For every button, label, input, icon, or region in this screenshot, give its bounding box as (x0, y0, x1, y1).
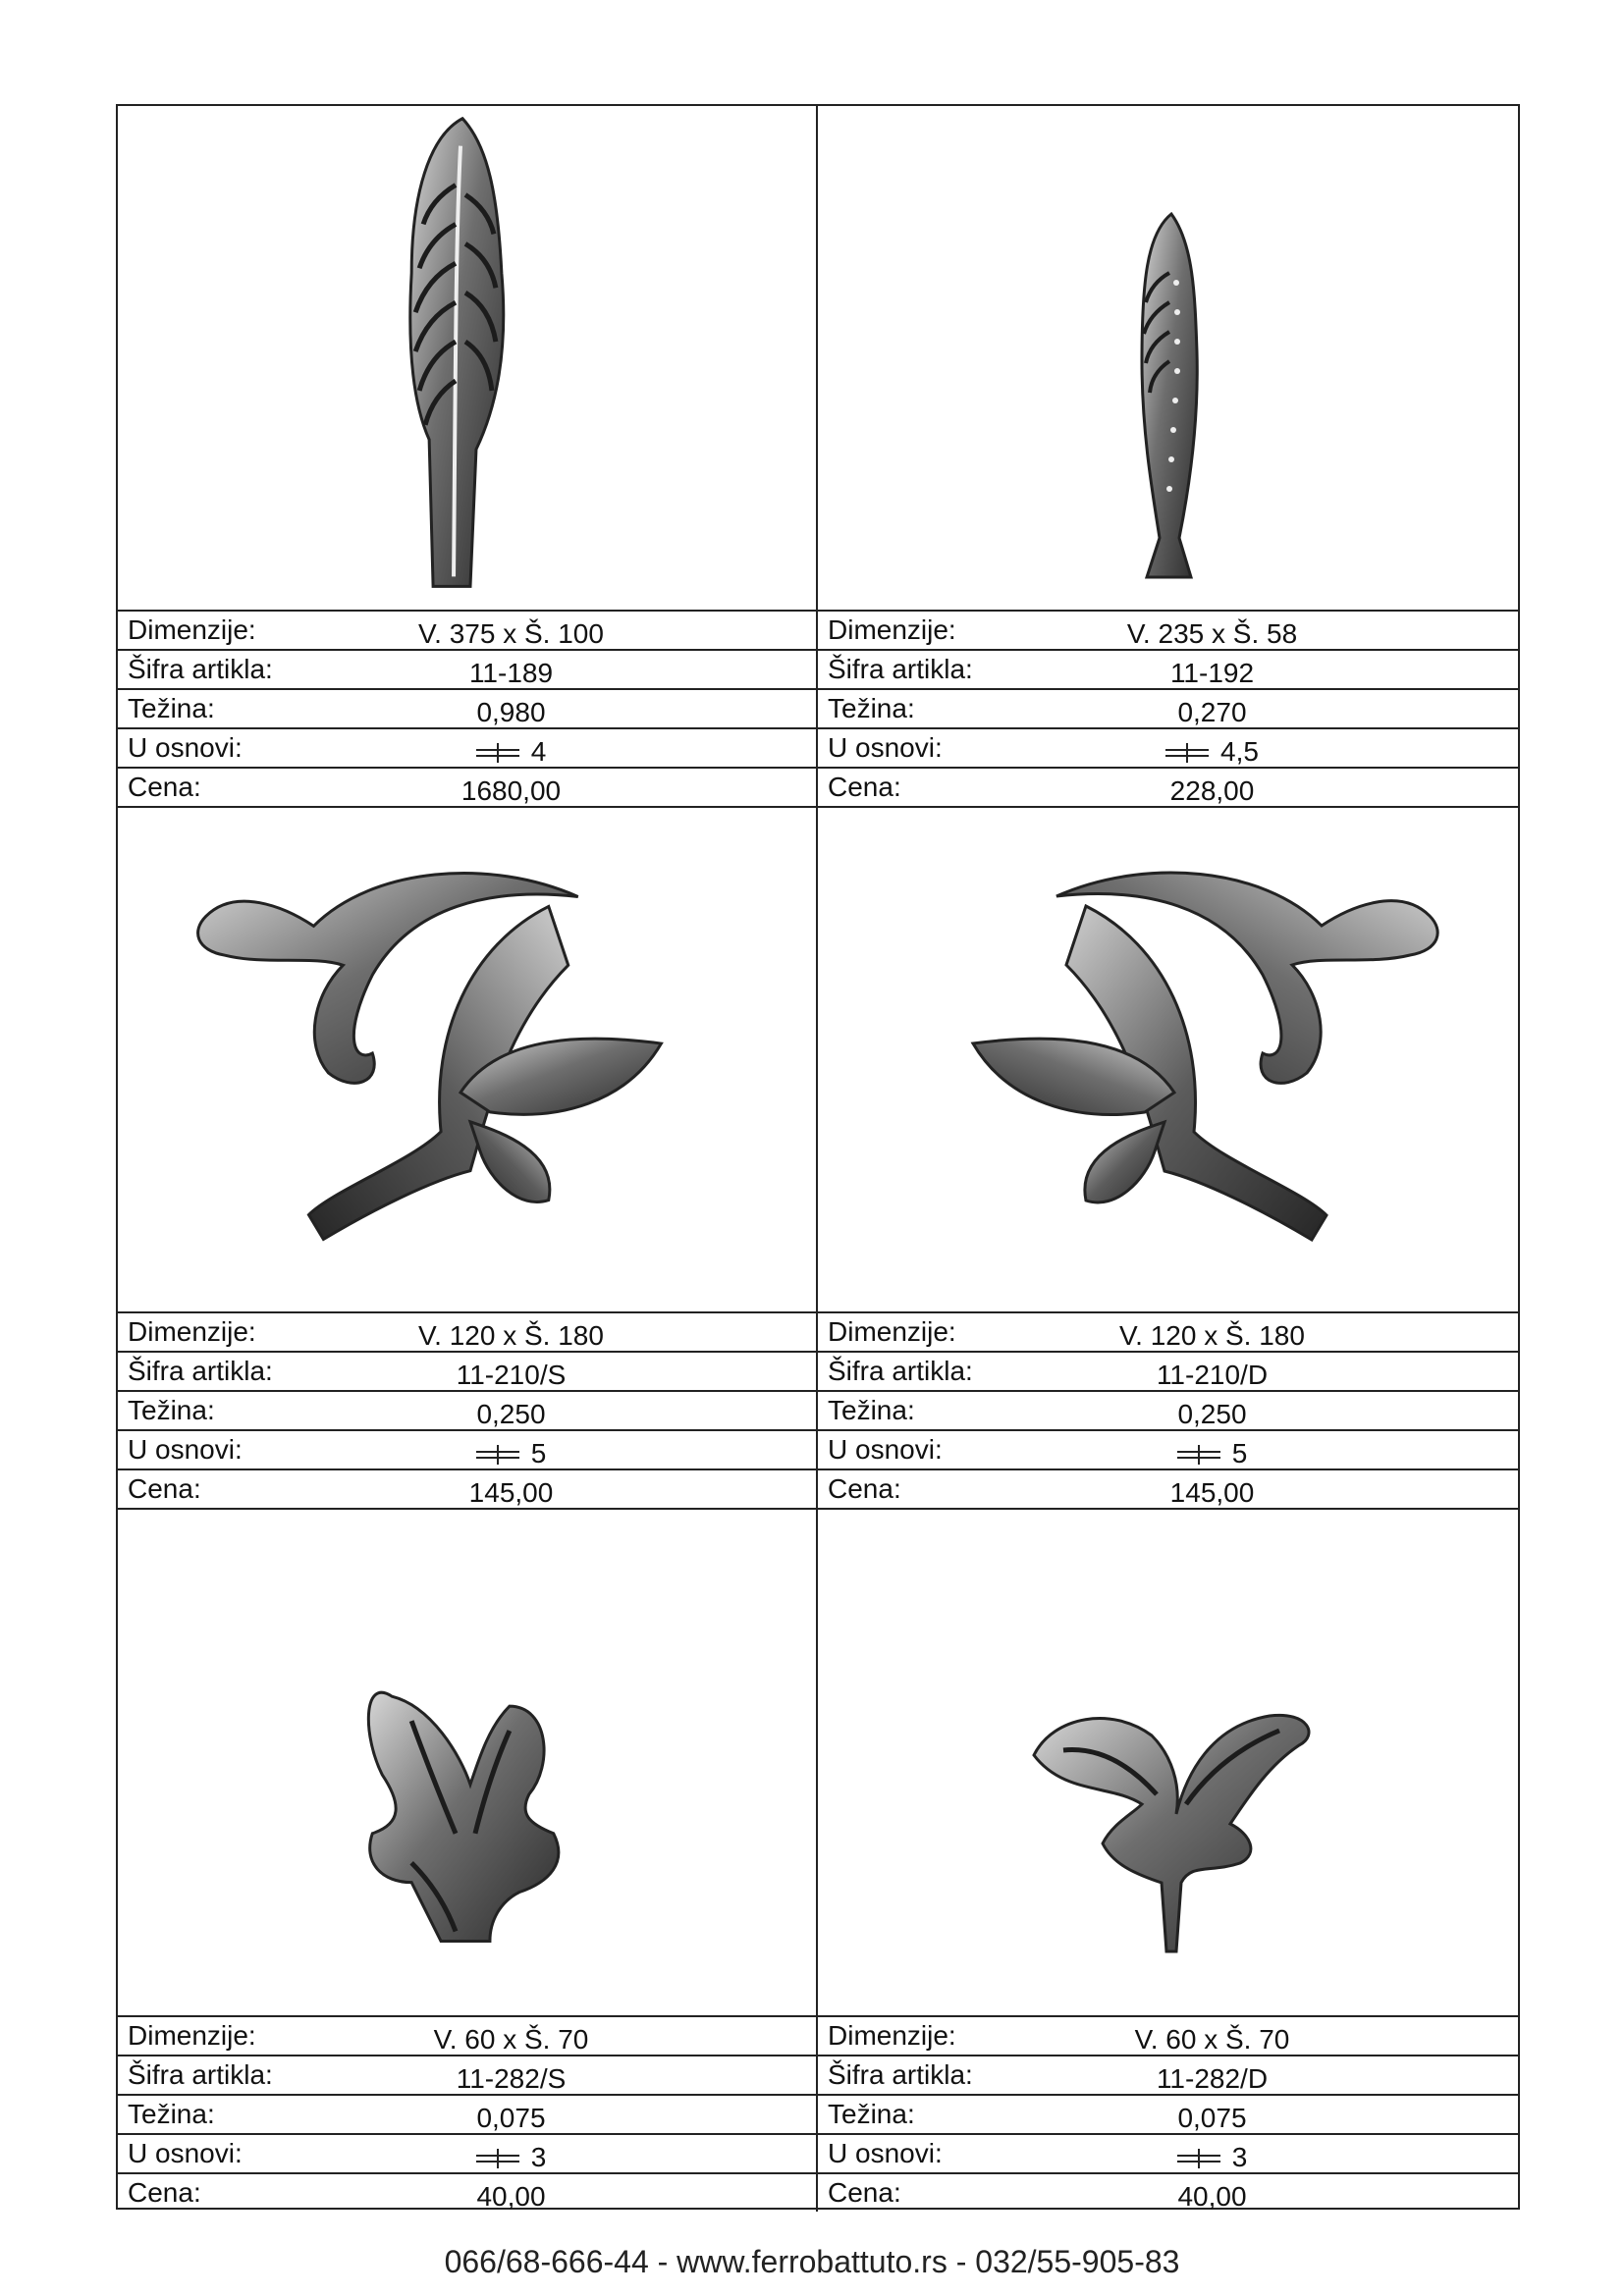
label-osnova: U osnovi: (128, 732, 243, 763)
value-osnova: 3 (1231, 2142, 1248, 2172)
label-cena: Cena: (128, 1473, 201, 1504)
value-cena: 40,00 (1177, 2181, 1247, 2212)
footer-contact: 066/68-666-44 - www.ferrobattuto.rs - 032/55-905-83 (444, 2244, 1180, 2279)
spec-table (818, 1311, 1518, 1508)
base-cross-icon (476, 2149, 519, 2168)
label-osnova: U osnovi: (828, 1434, 943, 1465)
small-leaf-left-icon (118, 1510, 816, 2015)
label-sifra: Šifra artikla: (128, 654, 273, 684)
label-dimenzije: Dimenzije: (828, 1316, 956, 1347)
value-dimenzije: V. 60 x Š. 70 (1134, 2024, 1290, 2055)
label-dimenzije: Dimenzije: (128, 2020, 256, 2051)
value-cena: 145,00 (468, 1477, 554, 1508)
value-osnova: 4 (530, 736, 547, 767)
label-tezina: Težina: (128, 693, 215, 723)
label-dimenzije: Dimenzije: (128, 1316, 256, 1347)
label-cena: Cena: (828, 2177, 901, 2208)
value-tezina: 0,075 (476, 2103, 546, 2133)
label-tezina: Težina: (828, 693, 915, 723)
value-dimenzije: V. 235 x Š. 58 (1126, 618, 1298, 649)
label-dimenzije: Dimenzije: (128, 614, 256, 645)
product-card (818, 808, 1518, 1510)
spec-table (818, 2015, 1518, 2212)
product-card (118, 808, 818, 1510)
label-osnova: U osnovi: (128, 2138, 243, 2168)
base-cross-icon (1165, 743, 1209, 763)
value-cena: 145,00 (1169, 1477, 1255, 1508)
value-osnova: 3 (530, 2142, 547, 2172)
label-cena: Cena: (128, 2177, 201, 2208)
base-cross-icon (476, 1445, 519, 1465)
value-tezina: 0,980 (476, 697, 546, 727)
label-tezina: Težina: (128, 1395, 215, 1425)
base-cross-icon (1177, 1445, 1220, 1465)
product-card (118, 1510, 818, 2212)
value-cena: 228,00 (1169, 775, 1255, 806)
label-sifra: Šifra artikla: (828, 654, 973, 684)
value-dimenzije: V. 60 x Š. 70 (433, 2024, 589, 2055)
value-cena: 40,00 (476, 2181, 546, 2212)
value-sifra: 11-210/S (456, 1360, 567, 1390)
small-leaf-right-icon (818, 1510, 1518, 2015)
product-card (818, 1510, 1518, 2212)
value-sifra: 11-189 (468, 658, 554, 688)
product-card (118, 106, 818, 808)
label-cena: Cena: (828, 772, 901, 802)
value-sifra: 11-282/S (456, 2063, 567, 2094)
value-osnova: 5 (530, 1438, 547, 1468)
label-sifra: Šifra artikla: (128, 1356, 273, 1386)
value-tezina: 0,250 (1177, 1399, 1247, 1429)
label-tezina: Težina: (128, 2099, 215, 2129)
product-card (818, 106, 1518, 808)
value-sifra: 11-192 (1169, 658, 1255, 688)
label-cena: Cena: (828, 1473, 901, 1504)
value-sifra: 11-210/D (1156, 1360, 1269, 1390)
value-cena: 1680,00 (460, 775, 562, 806)
value-osnova: 4,5 (1220, 736, 1259, 767)
base-cross-icon (476, 743, 519, 763)
spec-table (118, 1311, 816, 1508)
value-sifra: 11-282/D (1156, 2063, 1269, 2094)
value-tezina: 0,270 (1177, 697, 1247, 727)
spec-table (118, 610, 816, 806)
value-tezina: 0,250 (476, 1399, 546, 1429)
scroll-leaf-right-icon (818, 808, 1518, 1313)
label-osnova: U osnovi: (828, 732, 943, 763)
label-dimenzije: Dimenzije: (828, 614, 956, 645)
label-sifra: Šifra artikla: (828, 1356, 973, 1386)
label-sifra: Šifra artikla: (828, 2059, 973, 2090)
scroll-leaf-left-icon (118, 808, 816, 1313)
label-tezina: Težina: (828, 2099, 915, 2129)
label-cena: Cena: (128, 772, 201, 802)
value-tezina: 0,075 (1177, 2103, 1247, 2133)
label-tezina: Težina: (828, 1395, 915, 1425)
label-sifra: Šifra artikla: (128, 2059, 273, 2090)
spec-table (118, 2015, 816, 2212)
product-catalog (116, 104, 1520, 2210)
tall-leaf-icon (118, 106, 816, 612)
spec-table (818, 610, 1518, 806)
slim-leaf-icon (818, 106, 1518, 612)
label-osnova: U osnovi: (828, 2138, 943, 2168)
value-osnova: 5 (1231, 1438, 1248, 1468)
label-osnova: U osnovi: (128, 1434, 243, 1465)
value-dimenzije: V. 375 x Š. 100 (418, 618, 604, 649)
base-cross-icon (1177, 2149, 1220, 2168)
label-dimenzije: Dimenzije: (828, 2020, 956, 2051)
value-dimenzije: V. 120 x Š. 180 (1119, 1320, 1305, 1351)
value-dimenzije: V. 120 x Š. 180 (418, 1320, 604, 1351)
